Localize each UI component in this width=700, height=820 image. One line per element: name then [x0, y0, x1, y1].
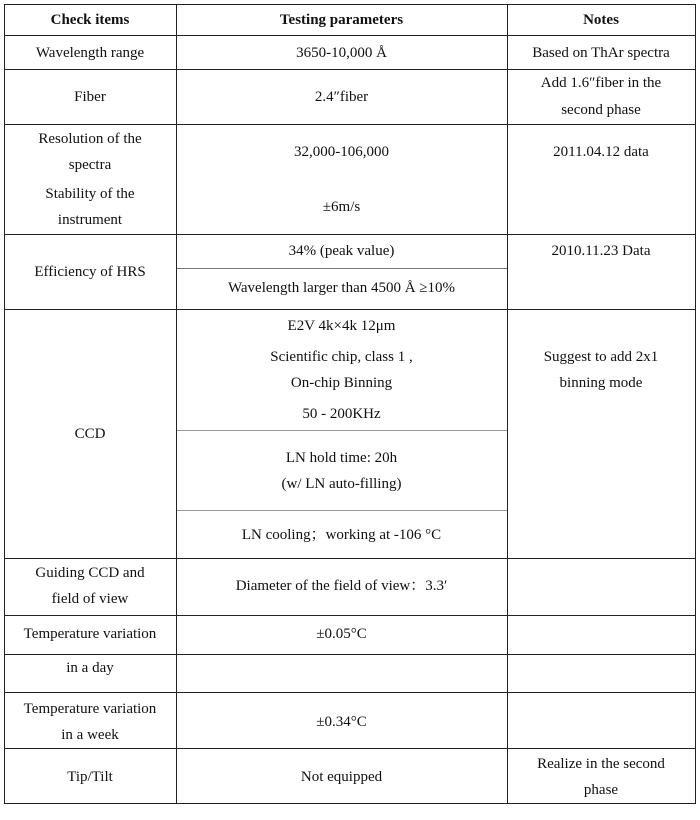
param-ccd-frequency: 50 - 200KHz — [302, 406, 381, 422]
cell-split — [177, 430, 507, 431]
row-divider — [4, 234, 696, 235]
header-testing-parameters: Testing parameters — [279, 12, 404, 28]
cell-split — [177, 510, 507, 511]
note-resolution: 2011.04.12 data — [553, 144, 649, 160]
note-tip-tilt-line1: Realize in the second — [537, 756, 665, 772]
note-fiber-line2: second phase — [561, 102, 641, 118]
row-divider — [4, 692, 696, 693]
param-temp-week: ±0.34°C — [316, 714, 367, 730]
item-stability-line2: instrument — [57, 212, 123, 228]
param-ccd-ln-hold: LN hold time: 20h — [285, 450, 398, 466]
item-temp-day-line1: Temperature variation — [23, 626, 157, 642]
param-ccd-ln-autofill: (w/ LN auto-filling) — [281, 476, 402, 492]
note-tip-tilt-line2: phase — [583, 782, 619, 798]
param-ccd-chip: E2V 4k×4k 12μm — [287, 318, 396, 334]
param-efficiency-wavelength: Wavelength larger than 4500 Å ≥10% — [227, 280, 456, 296]
row-divider — [4, 309, 696, 310]
note-efficiency: 2010.11.23 Data — [551, 243, 651, 259]
item-guiding-line2: field of view — [51, 591, 129, 607]
param-efficiency-peak: 34% (peak value) — [288, 243, 395, 259]
item-temp-day-line2: in a day — [66, 660, 114, 676]
row-divider — [4, 615, 696, 616]
param-guiding: Diameter of the field of view：3.3′ — [235, 578, 448, 594]
param-ccd-scientific: Scientific chip, class 1 , — [270, 349, 413, 365]
row-divider — [4, 124, 696, 125]
item-wavelength-range: Wavelength range — [35, 45, 145, 61]
param-ccd-binning: On-chip Binning — [290, 375, 393, 391]
row-divider — [4, 35, 696, 36]
header-check-items: Check items — [50, 12, 130, 28]
item-ccd: CCD — [74, 426, 106, 442]
item-efficiency: Efficiency of HRS — [34, 264, 146, 280]
item-guiding-line1: Guiding CCD and — [35, 565, 145, 581]
item-stability-line1: Stability of the — [45, 186, 135, 202]
row-divider — [4, 558, 696, 559]
item-resolution-line1: Resolution of the — [38, 131, 142, 147]
param-stability: ±6m/s — [322, 199, 361, 215]
param-tip-tilt: Not equipped — [300, 769, 383, 785]
table-border-top — [4, 4, 696, 5]
item-temp-week-line1: Temperature variation — [23, 701, 157, 717]
param-fiber: 2.4″fiber — [314, 89, 369, 105]
note-ccd-line1: Suggest to add 2x1 — [543, 349, 659, 365]
item-temp-week-line2: in a week — [61, 727, 119, 743]
note-wavelength-range: Based on ThAr spectra — [532, 45, 670, 61]
param-ccd-cooling: LN cooling；working at -106 °C — [241, 527, 442, 543]
header-notes: Notes — [583, 12, 619, 28]
item-fiber: Fiber — [74, 89, 106, 105]
note-fiber-line1: Add 1.6″fiber in the — [540, 75, 662, 91]
cell-split — [177, 268, 507, 269]
param-resolution: 32,000-106,000 — [294, 144, 389, 160]
param-wavelength-range: 3650-10,000 Å — [296, 45, 387, 61]
table-border-bottom — [4, 803, 696, 804]
param-temp-day: ±0.05°C — [316, 626, 367, 642]
item-resolution-line2: spectra — [68, 157, 112, 173]
row-divider — [4, 748, 696, 749]
note-ccd-line2: binning mode — [559, 375, 643, 391]
item-tip-tilt: Tip/Tilt — [67, 769, 113, 785]
